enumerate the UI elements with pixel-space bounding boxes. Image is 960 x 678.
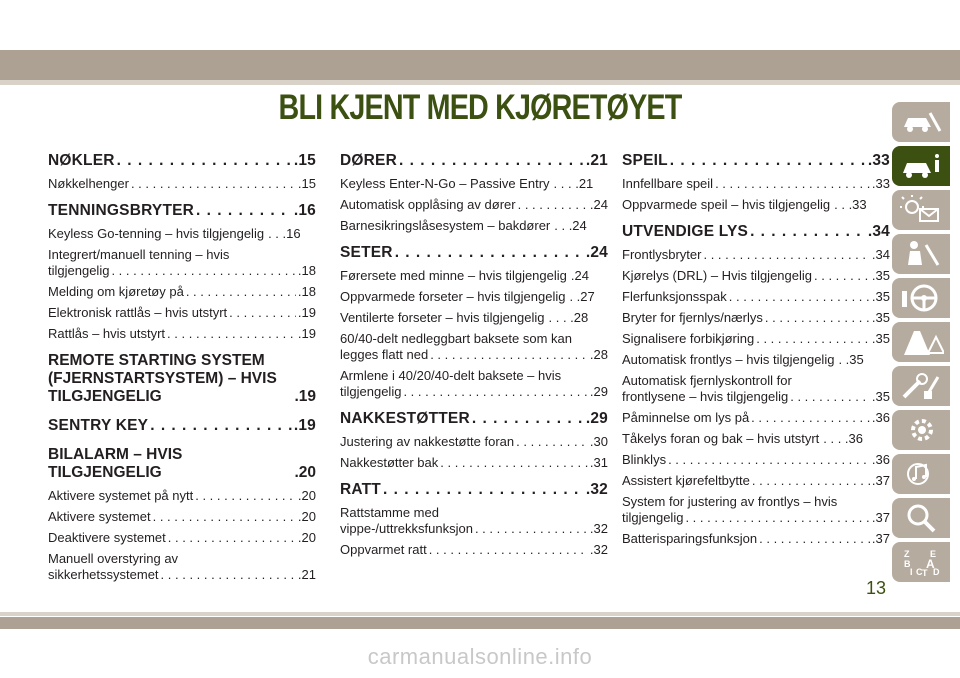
toc-section[interactable]: RATT . . . .32 <box>340 481 608 499</box>
toc-entry[interactable]: Førersete med minne – hvis tilgjengelig .24 <box>340 268 589 283</box>
toc-entry[interactable]: Oppvarmet ratt . . . .32 <box>340 542 608 558</box>
toc-column-3 <box>622 152 890 552</box>
letter-i: I <box>910 567 913 577</box>
toc-section[interactable]: SETER . . . .24 <box>340 244 608 262</box>
airbag-icon <box>900 239 944 269</box>
magnifier-icon <box>900 503 944 533</box>
letter-z: Z <box>904 549 910 559</box>
gear-icon <box>900 415 944 445</box>
toc-entry[interactable]: System for justering av frontlys – hvis tilgjengelig . . . .37 <box>622 494 890 526</box>
tools-icon <box>900 371 944 401</box>
road-warning-icon <box>900 327 944 357</box>
toc-entry[interactable]: Signalisere forbikjøring . . . .35 <box>622 331 890 347</box>
toc-entry[interactable]: Automatisk opplåsing av dører . . . .24 <box>340 197 608 213</box>
warning-lights-icon <box>900 195 944 225</box>
toc-entry[interactable]: Manuell overstyring av sikkerhetssystemet . . . .21 <box>48 551 316 583</box>
letter-d: D <box>933 567 940 577</box>
toc-entry[interactable]: Blinklys . . . .36 <box>622 452 890 468</box>
music-phone-icon <box>900 459 944 489</box>
language-icon <box>900 547 944 577</box>
toc-entry[interactable]: Frontlysbryter . . . .34 <box>622 247 890 263</box>
steering-wheel-icon <box>900 283 944 313</box>
toc-entry[interactable]: Bryter for fjernlys/nærlys . . . .35 <box>622 310 890 326</box>
toc-section[interactable]: REMOTE STARTING SYSTEM (FJERNSTARTSYSTEM) – HVIS TILGJENGELIG .19 <box>48 352 316 405</box>
toc-entry[interactable]: Barnesikringslåsesystem – bakdører . . .24 <box>340 218 587 233</box>
tab-gear[interactable] <box>892 410 950 450</box>
toc-section[interactable]: SENTRY KEY . . . .19 <box>48 417 316 435</box>
toc-entry[interactable]: Aktivere systemet på nytt . . . .20 <box>48 488 316 504</box>
toc-entry[interactable]: Påminnelse om lys på . . . .36 <box>622 410 890 426</box>
toc-entry[interactable]: 60/40-delt nedleggbart baksete som kan legges flatt ned . . . .28 <box>340 331 608 363</box>
header-band <box>0 50 960 80</box>
toc-entry[interactable]: Ventilerte forseter – hvis tilgjengelig . . . .28 <box>340 310 589 325</box>
toc-entry[interactable]: Tåkelys foran og bak – hvis utstyrt . . . .36 <box>622 431 864 446</box>
tab-index[interactable] <box>892 542 950 582</box>
toc-entry[interactable]: Assistert kjørefeltbytte . . . .37 <box>622 473 890 489</box>
header-stripe <box>0 80 960 85</box>
toc-entry[interactable]: Nøkkelhenger . . . .15 <box>48 176 316 192</box>
toc-entry[interactable]: Keyless Go-tenning – hvis tilgjengelig . . .16 <box>48 226 301 241</box>
toc-section[interactable]: BILALARM – HVIS TILGJENGELIG .20 <box>48 446 316 481</box>
toc-entry[interactable]: Rattlås – hvis utstyrt . . . .19 <box>48 326 316 342</box>
toc-entry[interactable]: Rattstamme med vippe-/uttrekksfunksjon . . . .32 <box>340 505 608 537</box>
tab-warning-lights[interactable] <box>892 190 950 230</box>
toc-entry[interactable]: Melding om kjøretøy på . . . .18 <box>48 284 316 300</box>
toc-entry[interactable]: Automatisk frontlys – hvis tilgjengelig . .35 <box>622 352 864 367</box>
toc-entry[interactable]: Integrert/manuell tenning – hvis tilgjengelig . . . .18 <box>48 247 316 279</box>
toc-entry[interactable]: Oppvarmede speil – hvis tilgjengelig . . .33 <box>622 197 867 212</box>
tab-music-phone[interactable] <box>892 454 950 494</box>
toc-column-1 <box>48 152 316 588</box>
toc-section[interactable]: DØRER . . . .21 <box>340 152 608 170</box>
toc-entry[interactable]: Keyless Enter-N-Go – Passive Entry . . . .21 <box>340 176 594 191</box>
toc-entry[interactable]: Flerfunksjonsspak . . . .35 <box>622 289 890 305</box>
toc-entry[interactable]: Automatisk fjernlyskontroll for frontlysene – hvis tilgjengelig . . . .35 <box>622 373 890 405</box>
toc-entry[interactable]: Armlene i 40/20/40-delt baksete – hvis tilgjengelig . . . .29 <box>340 368 608 400</box>
toc-entry[interactable]: Nakkestøtter bak . . . .31 <box>340 455 608 471</box>
page-number: 13 <box>866 578 887 598</box>
toc-entry[interactable]: Deaktivere systemet . . . .20 <box>48 530 316 546</box>
toc-section[interactable]: SPEIL . . . .33 <box>622 152 890 170</box>
page-title: BLI KJENT MED KJØRETØYET <box>278 88 682 127</box>
tab-search[interactable] <box>892 498 950 538</box>
toc-entry[interactable]: Elektronisk rattlås – hvis utstyrt . . . .19 <box>48 305 316 321</box>
toc-column-2 <box>340 152 608 563</box>
chapter-tabs <box>892 102 960 586</box>
letter-b: B <box>904 559 911 569</box>
tab-tools[interactable] <box>892 366 950 406</box>
toc-entry[interactable]: Oppvarmede forseter – hvis tilgjengelig . .27 <box>340 289 595 304</box>
tab-road-warning[interactable] <box>892 322 950 362</box>
tab-steering-wheel[interactable] <box>892 278 950 318</box>
car-info-icon <box>900 151 944 181</box>
letter-c: C <box>916 567 923 577</box>
toc-section[interactable]: TENNINGSBRYTER . . . .16 <box>48 202 316 220</box>
tab-car-wrench[interactable] <box>892 102 950 142</box>
toc-entry[interactable]: Batterisparingsfunksjon . . . .37 <box>622 531 890 547</box>
tab-car-info[interactable] <box>892 146 950 186</box>
letter-t: T <box>922 568 928 577</box>
toc-entry[interactable]: Justering av nakkestøtte foran . . . .30 <box>340 434 608 450</box>
watermark: carmanualsonline.info <box>367 644 593 669</box>
footer-band <box>0 617 960 629</box>
toc-section[interactable]: NØKLER . . . .15 <box>48 152 316 170</box>
car-wrench-icon <box>900 107 944 137</box>
toc-section[interactable]: NAKKESTØTTER . . . .29 <box>340 410 608 428</box>
toc-entry[interactable]: Innfellbare speil . . . .33 <box>622 176 890 192</box>
letter-a: A <box>926 557 935 571</box>
footer-stripe <box>0 612 960 616</box>
toc-entry[interactable]: Aktivere systemet . . . .20 <box>48 509 316 525</box>
toc-entry[interactable]: Kjørelys (DRL) – Hvis tilgjengelig . . . .35 <box>622 268 890 284</box>
tab-airbag[interactable] <box>892 234 950 274</box>
letter-e: E <box>930 549 937 559</box>
toc-section[interactable]: UTVENDIGE LYS . . . .34 <box>622 223 890 241</box>
